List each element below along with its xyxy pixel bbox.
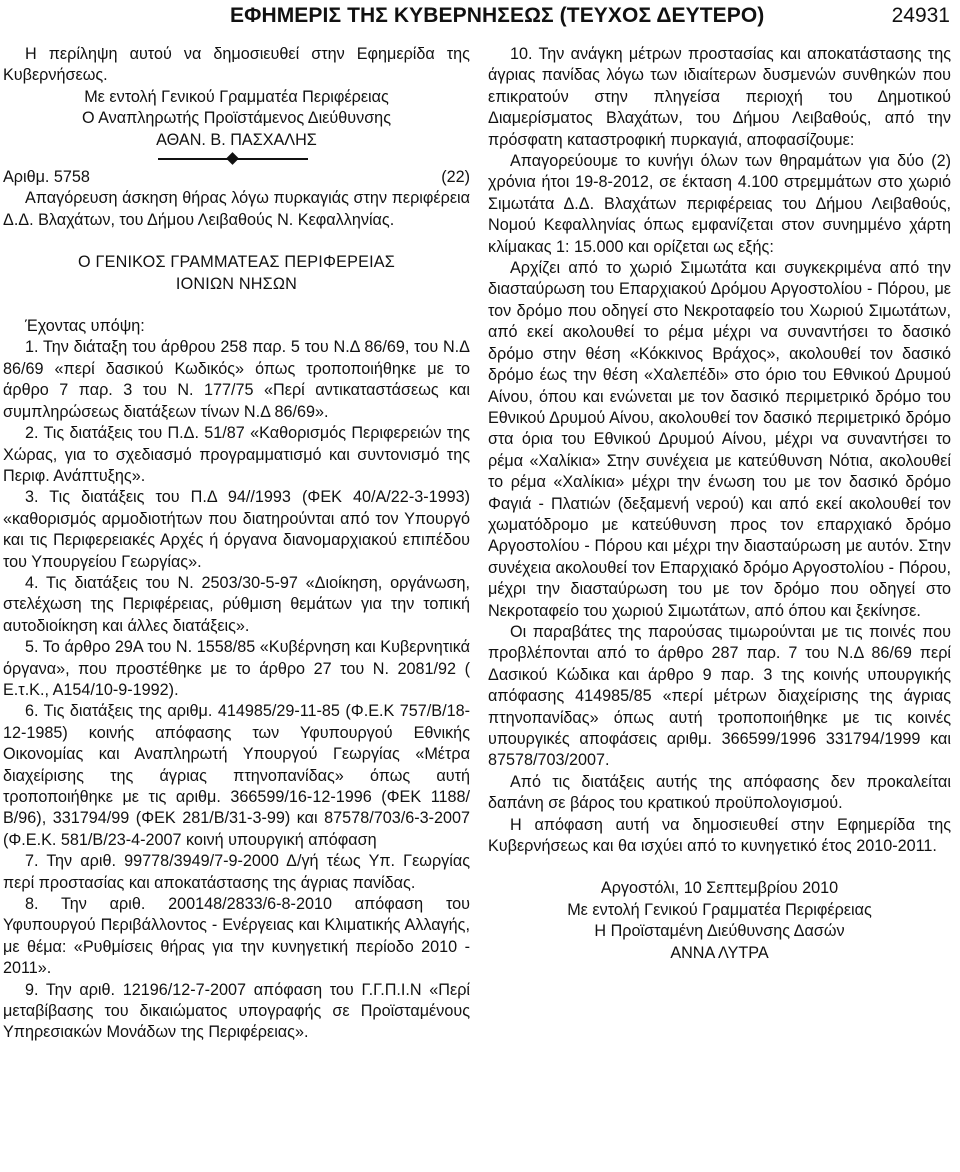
page-number: 24931 [891, 4, 950, 27]
prev-closing-text: Η περίληψη αυτού να δημοσιευθεί στην Εφημερίδα της Κυβερνήσεως. [3, 45, 470, 85]
legal-basis-item: 5. Το άρθρο 29Α του Ν. 1558/85 «Κυβέρνηση και Κυβερνητικά όργανα», που προστέθηκε με το άρθρο 27 του Ν. 2081/92 ( Ε.τ.Κ., Α154/10-9-1992). [3, 638, 470, 699]
legal-basis-item: 8. Την αριθ. 200148/2833/6-8-2010 απόφαση του Υφυπουργού Περιβάλλοντος - Ενέργειας και Κλιματικής Αλλαγής, με θέμα: «Ρυθμίσεις θήρας για την κυνηγετική περίοδο 2010 - 2011». [3, 895, 470, 978]
legal-basis-item: 6. Τις διατάξεις της αριθμ. 414985/29-11-85 (Φ.Ε.Κ 757/Β/18-12-1985) κοινής απόφασης των Υφυπουργού Εθνικής Οικονομίας και Αναπληρωτή Υπουργού Γεωργίας «Μέτρα διαχείρισης της άγριας πτηνοπανίδας» όπως αυτή τροποποιήθηκε με τις αριθμ. 366599/16-12-1996 (ΦΕΚ 1188/Β/96), 331794/99 (ΦΕΚ 281/Β/31-3-99) και 87578/703/6-3-2007 (Φ.Ε.Κ. 581/Β/23-4-2007 κοινή υπουργική απόφαση [3, 702, 470, 849]
prev-signatory-role: Ο Αναπληρωτής Προϊστάμενος Διεύθυνσης [81, 109, 391, 128]
decision-number-row [3, 167, 470, 188]
budget-paragraph: Από τις διατάξεις αυτής της απόφασης δεν προκαλείται δαπάνη σε βάρος του κρατικού προϋπολογισμού. [488, 772, 951, 813]
having-regard-heading: Έχοντας υπόψη: [25, 317, 145, 336]
prev-order-line: Με εντολή Γενικού Γραμματέα Περιφέρειας [84, 87, 389, 106]
penalties-paragraph: Οι παραβάτες της παρούσας τιμωρούνται με τις ποινές που προβλέπονται από το άρθρο 287 παρ. 7 του Ν.Δ 86/69 περί Δασικού Κώδικα και άρθρο 9 παρ. 3 της κοινής υπουργικής απόφασης 414985/85 «περί μέτρων διαχείρισης της άγριας πτηνοπανίδας» όπως αυτή τροποποιήθηκε με τις κοινές υπουργικές αποφάσεις αριθμ. 366599/1996 331794/1999 και 87578/703/2007. [488, 622, 951, 770]
right-column [488, 44, 951, 964]
legal-basis-item: 4. Τις διατάξεις του Ν. 2503/30-5-97 «Διοίκηση, οργάνωση, στελέχωση της Περιφέρειας, ρύθμιση θεμάτων για την τοπική αυτοδιοίκηση και άλλες διατάξεις». [3, 573, 470, 635]
authority-region: ΙΟΝΙΩΝ ΝΗΣΩΝ [175, 274, 298, 293]
prev-signatory-name: ΑΘΑΝ. Β. ΠΑΣΧΑΛΗΣ [156, 130, 317, 149]
legal-basis-item-10: 10. Την ανάγκη μέτρων προστασίας και αποκατάστασης της άγριας πανίδας λόγω των ιδιαίτερων δυσμενών συνθηκών που επικρατούν στην πληγείσα περιοχή του Δημοτικού Διαμερίσματος Βλαχάτων, του Δήμου Λειβαθούς, από την πρόσφατη καταστροφική πυρκαγιά, αποφασίζουμε: [488, 45, 951, 149]
area-boundary-description: Αρχίζει από το χωριό Σιμωτάτα και συγκεκριμένα από την διασταύρωση του Επαρχιακού Δρόμου Αργοστολίου - Πόρου, με τον δρόμο που οδηγεί στο Νεκροταφείο του Χωριού Σιμωτάτων, από εκεί ακολουθεί το ρέμα μέχρι να συναντήσει το δασικό δρόμο στην θέση «Κόκκινος Βράχος», ακολουθεί τον δασικό δρόμο έως την θέση «Χαλεπέδι» στο όριο του Εθνικού Δρυμού Αίνου, όπου και ενώνεται με τον δασικό περιμετρικό δρόμο του Εθνικού Δρυμού Αίνου, ακολουθεί τον δασικό περιμετρικό δρόμο στα όρια του Εθνικού Δρυμού Αίνου, μέχρι να συναντήσει το ρέμα «Χαλίκια» Στην συνέχεια με κατεύθυνση Νότια, ακολουθεί το ρέμα «Χαλίκια» μέχρι την ένωση του με τον δασικό δρόμο Φαγιά - Πλατιών (δεξαμενή νερού) και από εκεί ακολουθεί τον χωματόδρομο με κατεύθυνση προς τον επαρχιακό δρόμο Αργοστολίου - Πόρου και μέχρι την διασταύρωση με αυτόν. Στην συνέχεια ακολουθεί τον Επαρχιακό δρόμο Αργοστολίου - Πόρου, μέχρι την διασταύρωση του με τον δρόμο που οδηγεί στο Νεκροταφείο του χωριού Σιμωτάτων, από όπου και ξεκίνησε. [488, 259, 951, 620]
page-header [0, 0, 960, 40]
legal-basis-item: 3. Τις διατάξεις του Π.Δ 94//1993 (ΦΕΚ 40/Α/22-3-1993) «καθορισμός αρμοδιοτήτων που διατηρούνται από τον Υπουργό και τις Περιφερειακές Αρχές ή όργανα διανομαρχιακού επιπέδου του Υπουργείου Γεωργίας». [3, 488, 470, 571]
signatory-name: ΑΝΝΑ ΛΥΤΡΑ [670, 943, 769, 962]
signatory-role: Η Προϊσταμένη Διεύθυνσης Δασών [594, 922, 845, 941]
legal-basis-item: 1. Την διάταξη του άρθρου 258 παρ. 5 του Ν.Δ 86/69, του Ν.Δ 86/69 «περί δασικού Κωδικός» όπως τροποποιήθηκε με το άρθρο 7 παρ. 3 του Ν. 177/75 «Περί αντικαταστάσεως και συμπληρώσεως διατάξεων τίνων Ν.Δ 86/69». [3, 338, 470, 421]
legal-basis-item: 2. Τις διατάξεις του Π.Δ. 51/87 «Καθορισμός Περιφερειών της Χώρας, για το σχεδιασμό προγραμματισμό και συντονισμό της Περιφ. Ανάπτυξης». [3, 424, 470, 485]
gazette-title: ΕΦΗΜΕΡΙΣ ΤΗΣ ΚΥΒΕΡΝΗΣΕΩΣ (ΤΕΥΧΟΣ ΔΕΥΤΕΡΟ) [230, 4, 765, 27]
place-date: Αργοστόλι, 10 Σεπτεμβρίου 2010 [600, 879, 839, 898]
decision-code: (22) [441, 168, 470, 187]
diamond-icon [226, 152, 239, 165]
legal-basis-item: 9. Την αριθ. 12196/12-7-2007 απόφαση του Γ.Γ.Π.Ι.Ν «Περί μεταβίβασης του δικαιώματος υπογραφής σε Προϊσταμένους Υπηρεσιακών Μονάδων της Περιφέρειας». [3, 980, 470, 1042]
legal-basis-item: 7. Την αριθ. 99778/3949/7-9-2000 Δ/γή τέως Υπ. Γεωργίας περί προστασίας και αποκατάστασης της άγριας πανίδας. [3, 852, 470, 892]
decision-subject: Απαγόρευση άσκηση θήρας λόγω πυρκαγιάς στην περιφέρεια Δ.Δ. Βλαχάτων, του Δήμου Λειβαθούς Ν. Κεφαλληνίας. [3, 189, 470, 229]
authority-title: Ο ΓΕΝΙΚΟΣ ΓΡΑΜΜΑΤΕΑΣ ΠΕΡΙΦΕΡΕΙΑΣ [77, 253, 396, 272]
order-line: Με εντολή Γενικού Γραμματέα Περιφέρειας [567, 900, 872, 919]
decision-number: Αριθμ. 5758 [3, 168, 90, 187]
decision-separator [3, 153, 470, 165]
hunting-ban-decision: Απαγορεύουμε το κυνήγι όλων των θηραμάτων για δύο (2) χρόνια ήτοι 19-8-2012, σε έκταση 4.100 στρεμμάτων στο χωριό Σιμωτάτα Δ.Δ. Βλαχάτων περιφέρειας του Δήμου Λειβαθούς, Νομού Κεφαλληνίας όπως εμφανίζεται στον συνημμένο χάρτη κλίμακας 1: 15.000 και ορίζεται ως εξής: [488, 152, 951, 256]
publication-paragraph: Η απόφαση αυτή να δημοσιευθεί στην Εφημερίδα της Κυβερνήσεως και θα ισχύει από το κυνηγετικό έτος 2010-2011. [488, 815, 951, 856]
left-column [3, 44, 470, 1044]
